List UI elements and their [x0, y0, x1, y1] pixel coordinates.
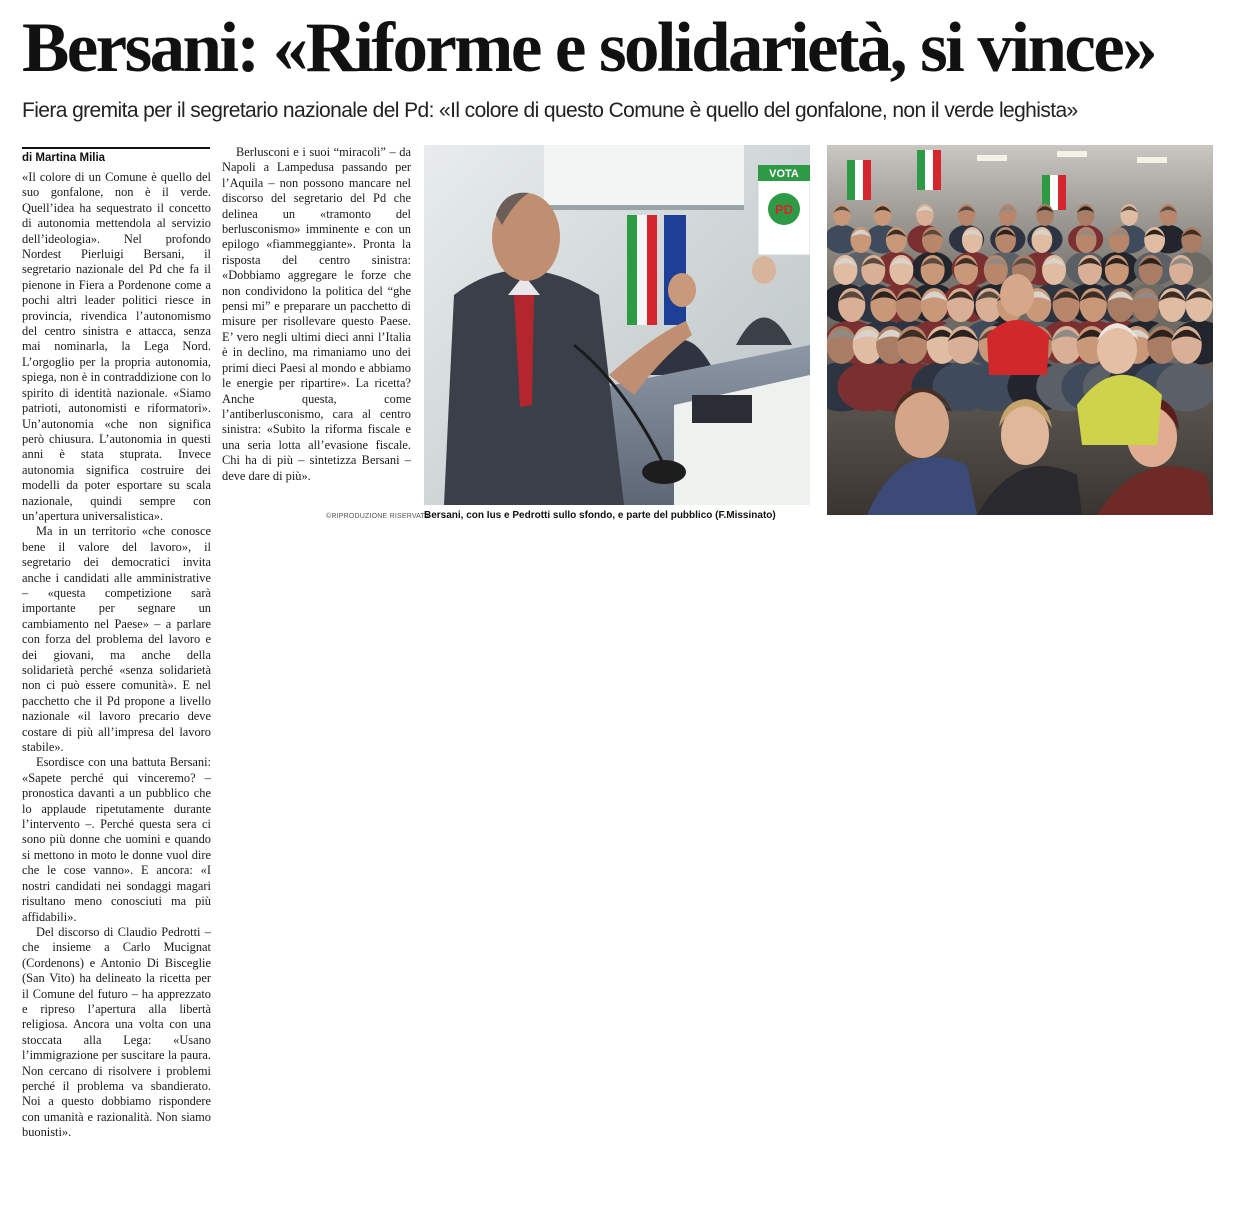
article-column-2: [222, 145, 411, 484]
byline: di Martina Milia: [22, 147, 210, 165]
article-column-1: [22, 170, 211, 1141]
paragraph: Berlusconi e i suoi “miracoli” – da Napoli a Lampedusa passando per l’Aquila – non possono mancare nel discorso del segretario del Pd che delinea un «tramonto del berlusconismo» imminente e con un epilogo «fiammeggiante». Pronta la risposta del centro sinistra: «Dobbiamo aggregare le forze che non condividono la politica del “ghe pensi mi” e preparare un pacchetto di misure per risollevare questo Paese. E’ vero negli ultimi dieci anni l’Italia è in declino, ma rimaniamo uno dei primi dieci Paesi al mondo e abbiamo le energie per ripartire». La ricetta? Anche questa, come l’antiberlusconismo, cara al centro sinistra: «Subito la riforma fiscale e una seria lotta all’evasione fiscale. Chi ha di più – sintetizza Bersani – deve dare di più».: [222, 145, 411, 483]
copyright-notice: ©RIPRODUZIONE RISERVATA: [326, 513, 430, 520]
banner-vota: VOTA: [769, 168, 799, 180]
paragraph: Esordisce con una battuta Bersani: «Sapete perché qui vinceremo? – pronostica davanti a un pubblico che lo applaude ripetutamente durante l’intervento –. Perché questa sera ci sono più donne che uomini e quando si mettono in moto le donne vuol dire che le cose vanno». E ancora: «I nostri candidati nei sondaggi magari risultano meno conosciuti ma più affidabili».: [22, 755, 211, 924]
banner-pd: PD: [774, 202, 794, 217]
italian-flag: [627, 215, 637, 325]
eu-flag: [664, 215, 686, 325]
speaker-jacket: [444, 270, 624, 505]
audience-illustration: [827, 145, 1213, 515]
projection-screen: [544, 145, 744, 210]
subheadline: Fiera gremita per il segretario nazionale del Pd: «Il colore di questo Comune è quello del gonfalone, non il verde leghista»: [22, 99, 1078, 122]
photo-audience: [827, 145, 1213, 515]
paragraph: «Il colore di un Comune è quello del suo gonfalone, non è il verde. Quell’idea ha sequestrato il concetto di autonomia mettendola al servizio dell’ideologia». Nel profondo Nordest Pierluigi Bersani, il segretario nazionale del Pd che fa il pienone in Fiera a Pordenone come a pochi altri leader politici riesce in provincia, rivendica l’autonomismo del centro sinistra e attacca, senza mai nominarla, la Lega Nord. L’orgoglio per la propria autonomia, spiega, non è in contraddizione con lo spirito di identità nazionale. «Siamo patrioti, autonomisti e riformatori». Un’autonomia «che non significa però chiusura. L’autonomia in questi anni è stata stuprata. Invece autonomia significa costruire dei modelli da poter esportare su scala nazionale, quindi sempre con un’apertura universalistica».: [22, 170, 211, 523]
speaker-illustration: [424, 145, 810, 505]
photo-caption: Bersani, con Ius e Pedrotti sullo sfondo, e parte del pubblico (F.Missinato): [424, 510, 776, 521]
headline: Bersani: «Riforme e solidarietà, si vince»: [22, 9, 1156, 87]
paragraph: Ma in un territorio «che conosce bene il valore del lavoro», il segretario dei democratici invita anche i candidati alle amministrative – «questa competizione sarà importante per segnare un cambiamento nel Paese» – a parlare con forza del problema del lavoro e dei giovani, ma anche della solidarietà perché «senza solidarietà non ci può essere comunità». E nel pacchetto che il Pd propone a livello nazionale «il lavoro precario deve costare di più all’impresa del lavoro stabile».: [22, 524, 211, 755]
paragraph: Del discorso di Claudio Pedrotti – che insieme a Carlo Mucignat (Cordenons) e Antonio Di Bisceglie (San Vito) ha delineato la ricetta per il Comune del futuro – ha apprezzato e ripreso l’apertura alla libertà religiosa. Ancora una volta con una stoccata alla Lega: «Usano l’immigrazione per suscitare la paura. Non cercano di risolvere i problemi perché il problema va sbandierato. Noi a questo dobbiamo rispondere con umanità e razionalità. Non siamo buonisti».: [22, 924, 211, 1140]
photo-bersani-speaking: [424, 145, 810, 505]
